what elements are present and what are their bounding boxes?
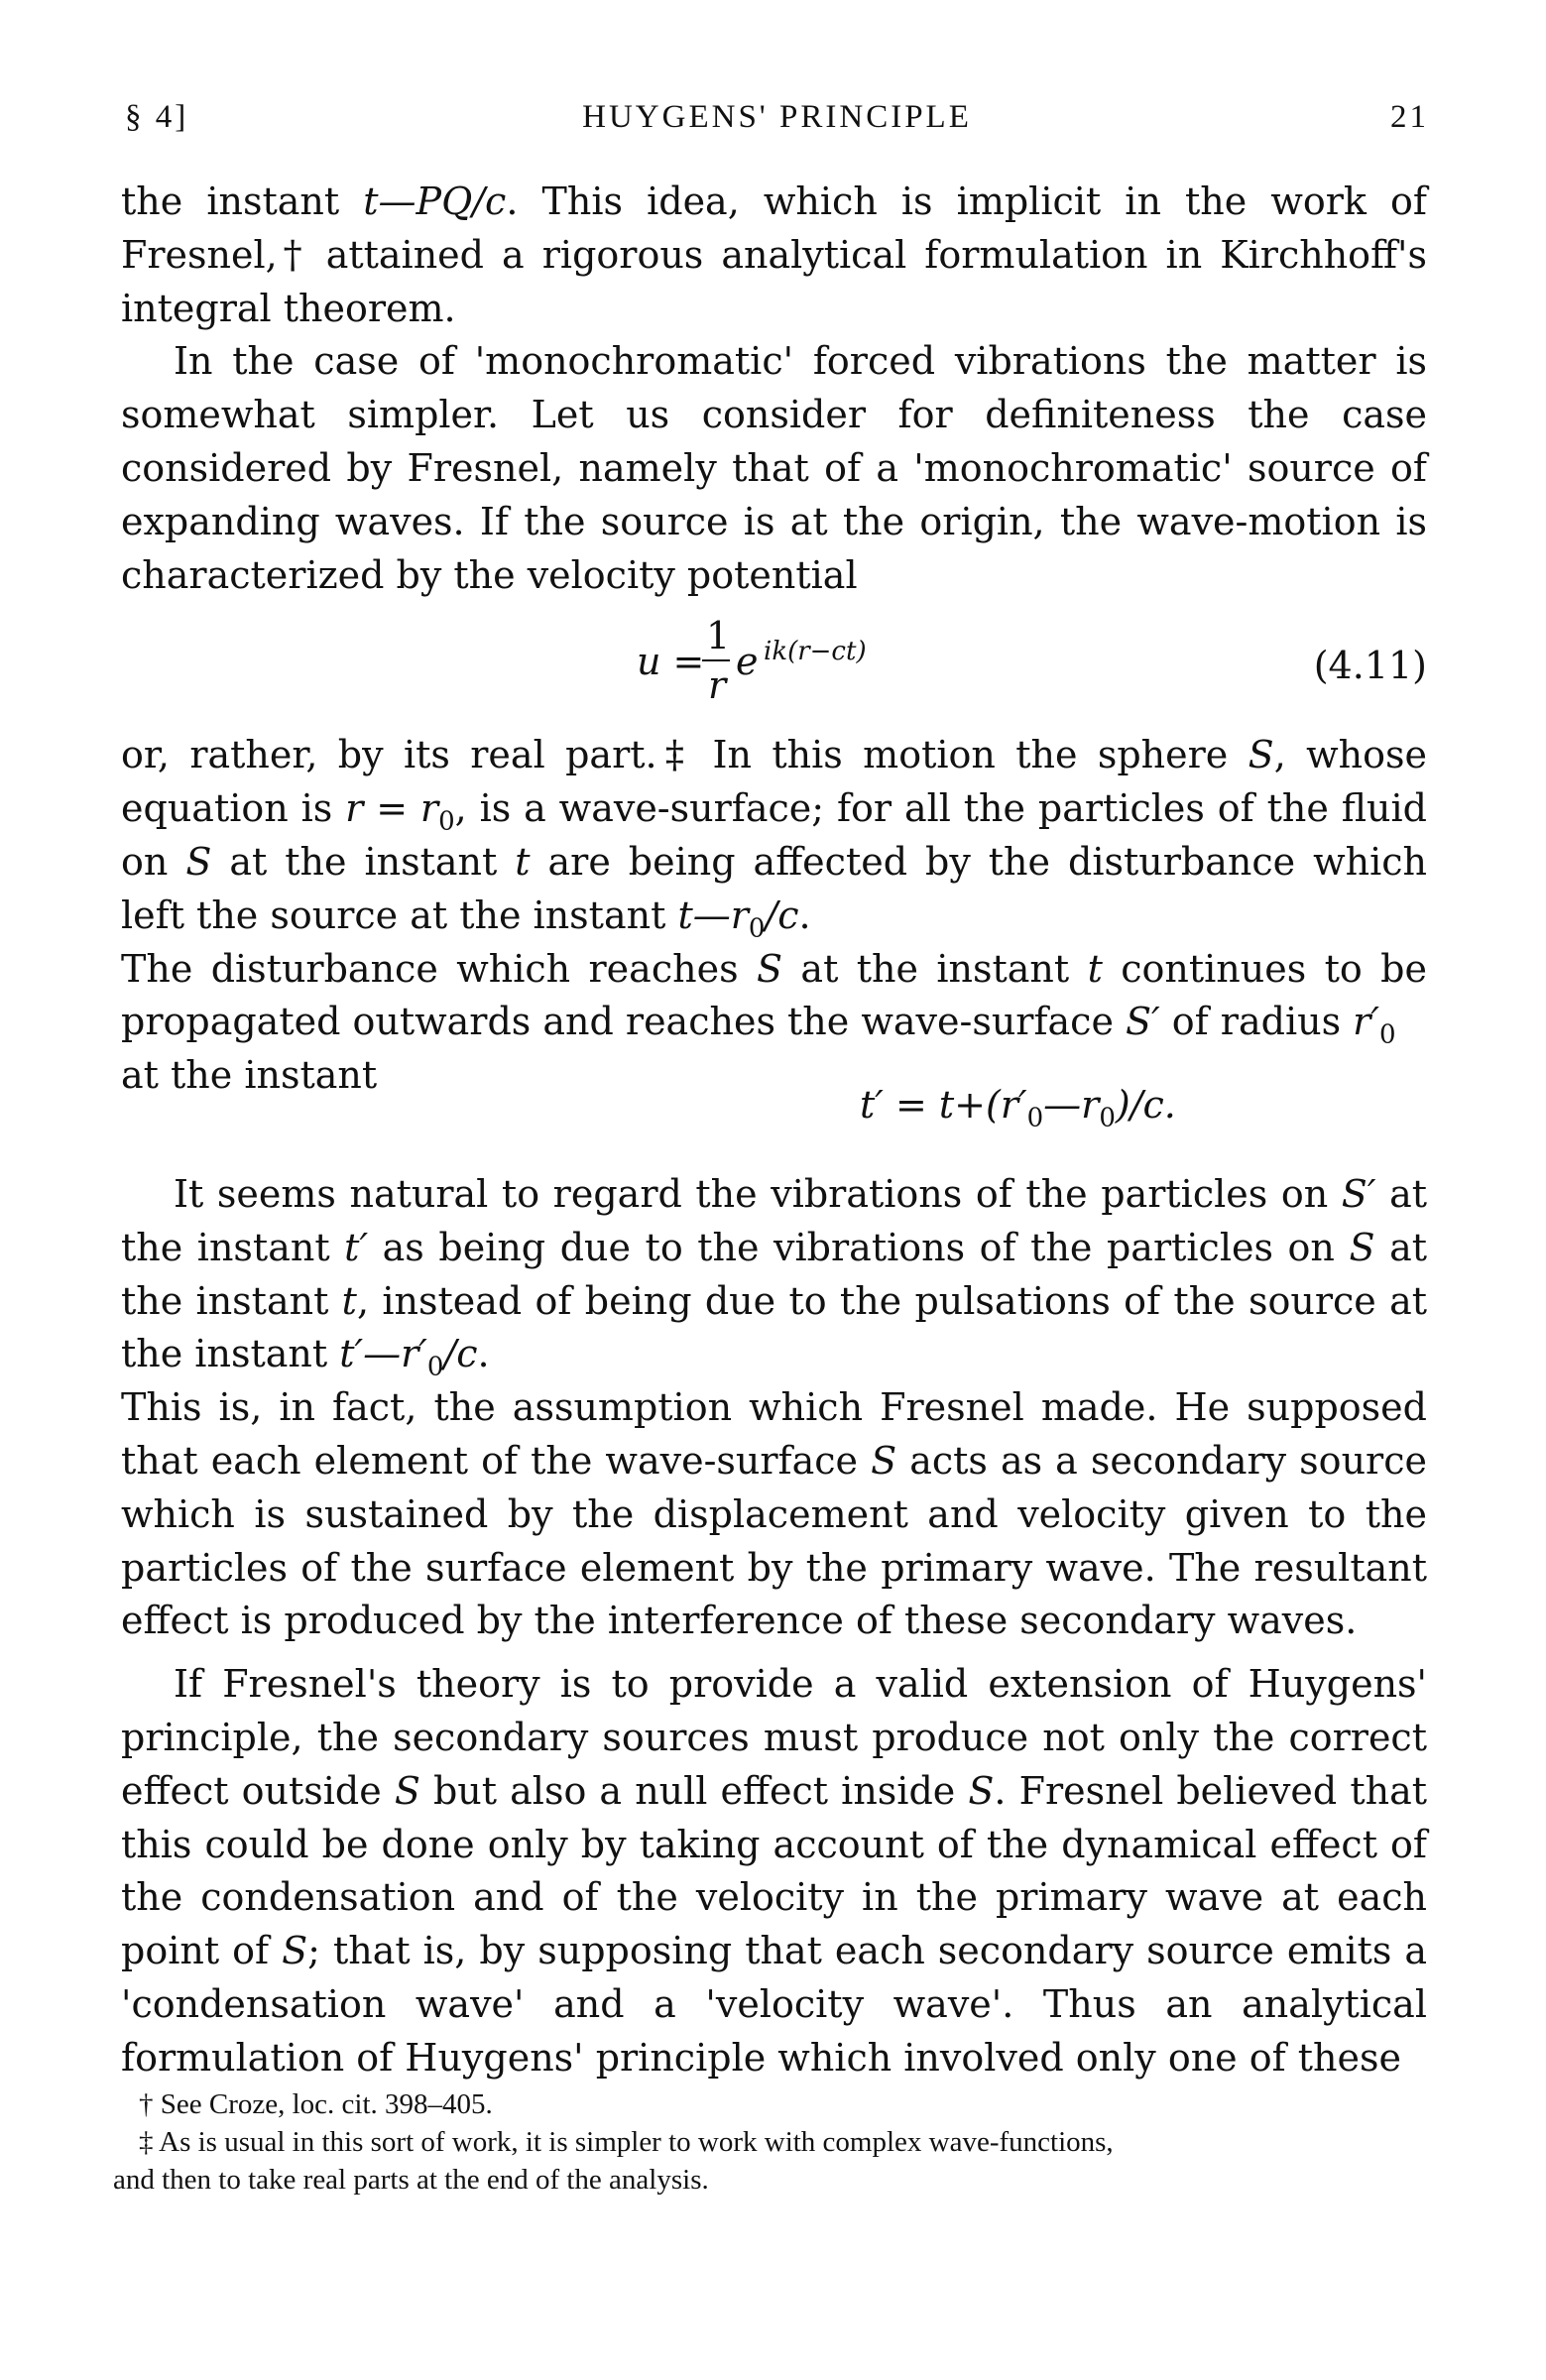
running-header (125, 99, 1429, 159)
subscript: 0 (748, 913, 766, 944)
text-run: as being due to the vibrations of the particles on (368, 1225, 1350, 1269)
paragraph-6 (121, 1381, 1427, 1648)
paragraph-4 (121, 943, 1427, 1103)
subscript: 0 (1378, 1019, 1396, 1050)
text-run: acts as a secondary source which is sustained by the displacement and velocity given to the particles of the surface element by the primary wave. The resultant effect is produced by the interference of these secondary waves. (121, 1438, 1427, 1643)
math-inline: S (185, 839, 212, 884)
equation-body (860, 1079, 1176, 1132)
fraction-numerator: 1 (706, 614, 731, 658)
subscript: 0 (1026, 1103, 1044, 1133)
footnotes (113, 2085, 1427, 2199)
paragraph-1 (121, 176, 1427, 335)
text-run: the instant (121, 179, 364, 223)
text-run: This is, in fact, the assumption which Fresnel made. He supposed that each element of the wave-surface (121, 1385, 1427, 1483)
exponential-base: e (736, 640, 759, 684)
text-run: It seems natural to regard the vibrations of the particles on (174, 1171, 1342, 1216)
math-inline: t′ (344, 1225, 369, 1269)
paragraph-5 (121, 1168, 1427, 1381)
text-run: , whose equation is (121, 733, 1428, 831)
subscript: 0 (438, 806, 455, 837)
math-inline: t—PQ/c (363, 179, 507, 223)
text-run: ; that is, by supposing that each secondary source emits a 'condensation wave' and a 'velocity wave'. Thus an analytical formulation of Huygens' principle which involved only one of these (121, 1929, 1427, 2080)
subscript: 0 (1099, 1103, 1116, 1133)
text-run: at the instant (121, 1171, 1427, 1269)
equation-body (637, 602, 1033, 729)
section-marker: § 4] (125, 99, 189, 135)
subscript: 0 (426, 1352, 444, 1382)
math-inline: S (968, 1768, 995, 1813)
text-run: or, rather, by its real part.‡ In this motion the sphere (121, 733, 1249, 777)
math-inline: S (1349, 1225, 1375, 1269)
math-inline: r′ (1353, 1000, 1379, 1044)
text-run: are being affected by the disturbance which left the source at the instant (121, 839, 1427, 937)
math-inline: S (871, 1438, 897, 1483)
main-text (121, 176, 1427, 2085)
math-inline: t′ = t+(r′ (860, 1082, 1027, 1127)
math-inline: S (1248, 733, 1274, 777)
text-run: The disturbance which reaches (121, 946, 757, 991)
math-inline: r (345, 786, 364, 831)
math-inline: r (419, 786, 439, 831)
text-run: . Fresnel believed that this could be done only by taking account of the dynamical effect of the condensation and of the velocity in the primary wave at each point of (121, 1768, 1428, 1973)
math-inline: t—r (677, 892, 749, 937)
text-run: at the instant (211, 839, 516, 884)
math-inline: S (756, 946, 783, 991)
paragraph-3 (121, 729, 1427, 942)
equation-label: (4.11) (1313, 644, 1427, 688)
text-run: at the instant (121, 1053, 378, 1098)
text-run: continues to be propagated outwards and reaches the wave-surface (121, 946, 1427, 1044)
paragraph-7 (121, 1658, 1427, 2084)
paragraph-2: In the case of 'monochromatic' forced vibrations the matter is somewhat simpler. Let us consider for definiteness the case considered by Fresnel, namely that of a 'monochromatic' source of expanding waves. If the source is at the origin, the wave-motion is characterized by the velocity potential (121, 339, 1427, 597)
footnote-double-dagger-continued: and then to take real parts at the end of the analysis. (113, 2164, 709, 2196)
math-inline: S′ (1126, 1000, 1160, 1044)
math-inline: t (341, 1278, 357, 1323)
math-inline: /c (443, 1332, 478, 1376)
exponent: ik(r−ct) (764, 637, 867, 667)
text-run: at the instant (782, 946, 1088, 991)
equation-4-11 (121, 602, 1427, 729)
math-inline: t (1087, 946, 1103, 991)
running-title: HUYGENS' PRINCIPLE (582, 99, 972, 135)
text-run: . (798, 892, 811, 937)
text-run: , is a wave-surface; for all the particles of the fluid on (121, 786, 1428, 884)
text-run: = (363, 786, 420, 831)
math-inline: S (394, 1768, 420, 1813)
fraction-denominator: r (708, 663, 727, 708)
math-inline: /c (765, 892, 799, 937)
text-run: at the instant (121, 1225, 1427, 1323)
footnote-dagger: † See Croze, loc. cit. 398–405. (139, 2088, 493, 2120)
text-run: . (477, 1332, 490, 1376)
math-inline: t (515, 839, 531, 884)
math-inline: t′—r′ (339, 1332, 427, 1376)
math-inline: S′ (1341, 1171, 1376, 1216)
text-run: of radius (1159, 1000, 1354, 1044)
math-inline: )/c. (1115, 1082, 1176, 1127)
text-run: . This idea, which is implicit in the work of Fresnel,† attained a rigorous analytical formulation in Kirchhoff's integral theorem. (121, 179, 1427, 330)
text-run: , instead of being due to the pulsations of the source at the instant (121, 1278, 1427, 1376)
math-inline: S (282, 1929, 308, 1973)
page-number: 21 (1390, 99, 1429, 135)
math-inline: —r (1043, 1082, 1100, 1127)
equation-lhs: u = (637, 640, 705, 684)
text-run: If Fresnel's theory is to provide a valid extension of Huygens' principle, the secondary sources must produce not only the correct effect outside (121, 1662, 1427, 1813)
footnote-double-dagger: ‡ As is usual in this sort of work, it is simpler to work with complex wave-functions, (139, 2126, 1114, 2158)
text-run: but also a null effect inside (419, 1768, 969, 1813)
